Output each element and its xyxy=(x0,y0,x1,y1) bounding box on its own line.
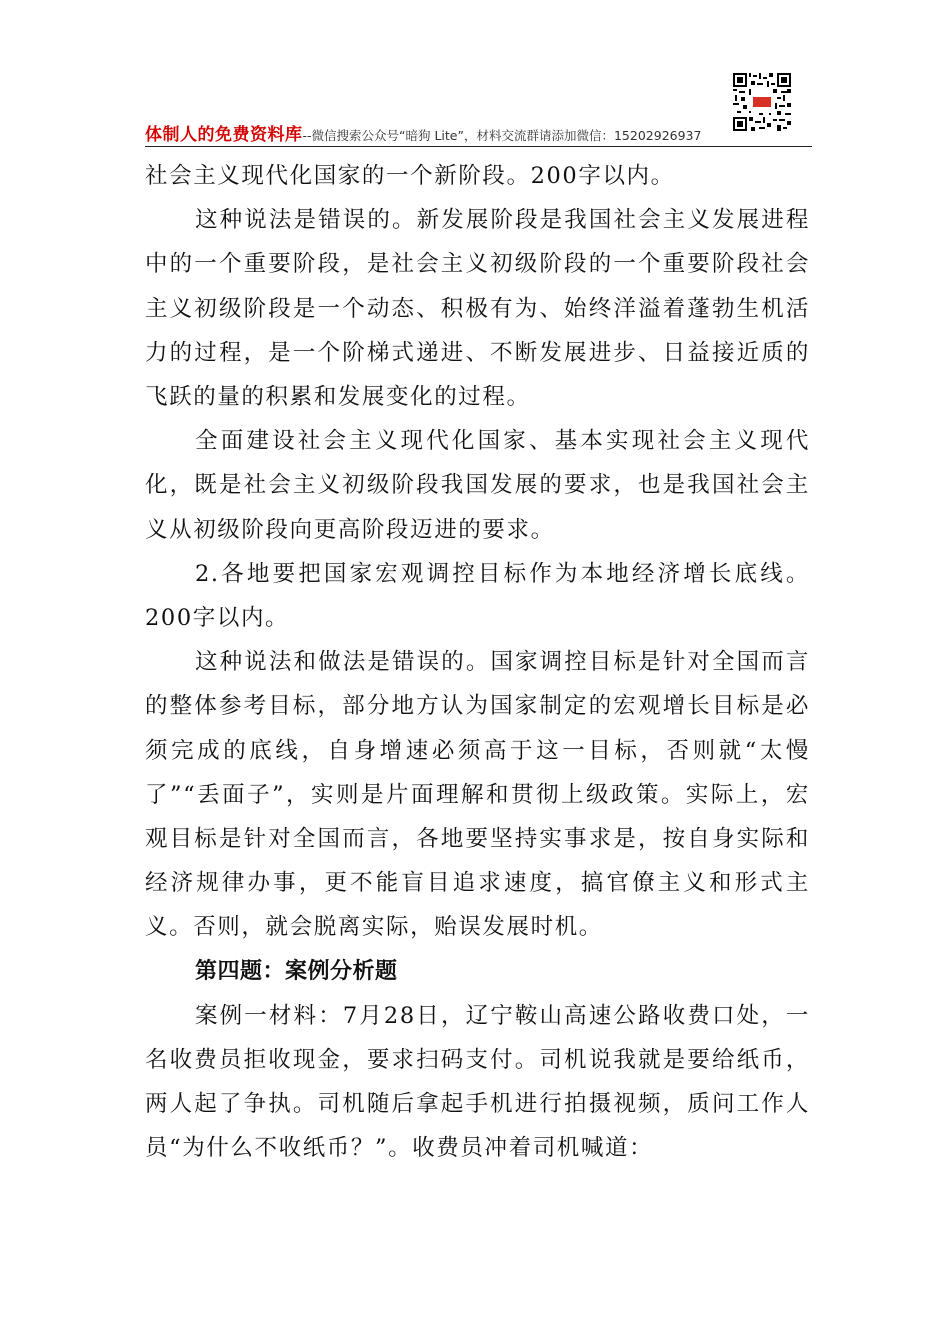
header-subtitle: --微信搜索公众号“暗狗 Lite”，材料交流群请添加微信：15202926937 xyxy=(302,128,702,143)
paragraph: 案例一材料：7月28日，辽宁鞍山高速公路收费口处，一名收费员拒收现金，要求扫码支付。司机说我就是要给纸币，两人起了争执。司机随后拿起手机进行拍摄视频，质问工作人员“为什么不收纸币？”。收费员冲着司机喊道： xyxy=(145,1002,810,1162)
site-name: 体制人的免费资料库 xyxy=(145,125,303,145)
paragraph: 这种说法和做法是错误的。国家调控目标是针对全国而言的整体参考目标，部分地方认为国家制定的宏观增长目标是必须完成的底线，自身增速必须高于这一目标，否则就“太慢了”“丢面子”，实则是片面理解和贯彻上级政策。实际上，宏观目标是针对全国而言，各地要坚持实事求是，按自身实际和经济规律办事，更不能盲目追求速度，搞官僚主义和形式主义。否则，就会脱离实际，贻误发展时机。 xyxy=(145,649,810,941)
document-body xyxy=(145,154,810,1171)
header-divider xyxy=(145,146,812,147)
paragraph: 这种说法是错误的。新发展阶段是我国社会主义发展进程中的一个重要阶段，是社会主义初级阶段的一个重要阶段社会主义初级阶段是一个动态、积极有为、始终洋溢着蓬勃生机活力的过程，是一个阶梯式递进、不断发展进步、日益接近质的飞跃的量的积累和发展变化的过程。 xyxy=(145,207,810,411)
paragraph-continuation: 社会主义现代化国家的一个新阶段。200字以内。 xyxy=(145,163,675,189)
question-item: 2.各地要把国家宏观调控目标作为本地经济增长底线。200字以内。 xyxy=(145,560,810,632)
paragraph: 全面建设社会主义现代化国家、基本实现社会主义现代化，既是社会主义初级阶段我国发展的要求，也是我国社会主义从初级阶段向更高阶段迈进的要求。 xyxy=(145,428,810,543)
section-heading: 第四题：案例分析题 xyxy=(195,958,398,984)
page-header xyxy=(145,120,810,146)
